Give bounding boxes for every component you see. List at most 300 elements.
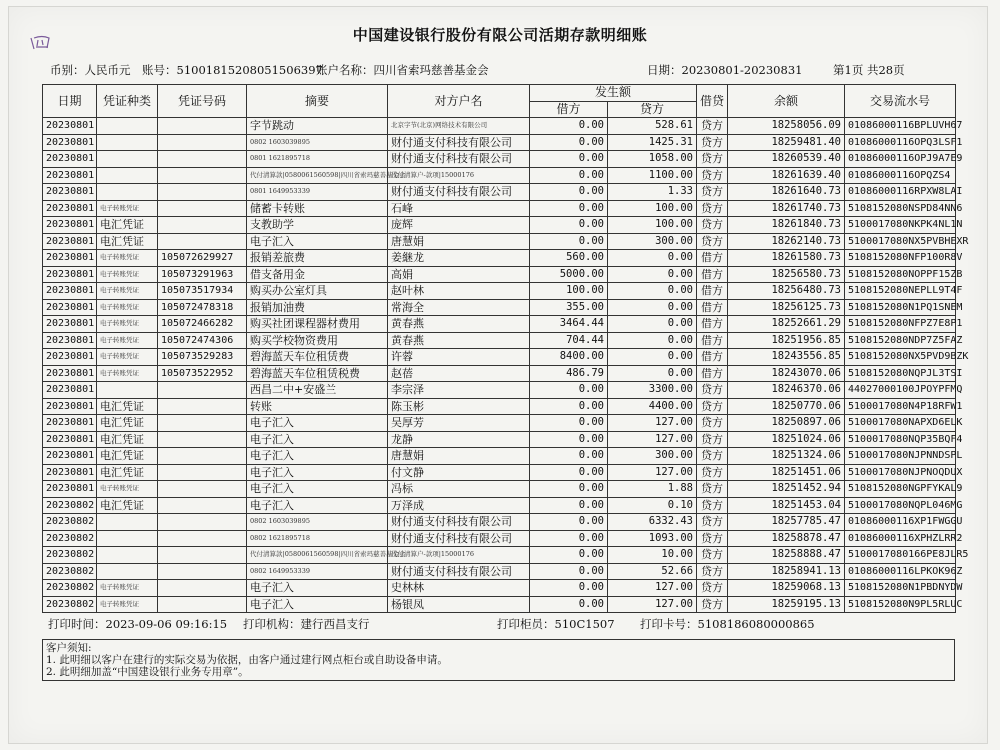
cell-credit: 1093.00 <box>608 530 697 547</box>
cell-debit: 704.44 <box>530 332 608 349</box>
cell-voucher-type: 电子转账凭证 <box>97 580 158 597</box>
cell-debit: 355.00 <box>530 299 608 316</box>
cell-debit-credit: 贷方 <box>697 481 728 498</box>
cell-date: 20230802 <box>43 530 97 547</box>
print-time: 打印时间：2023-09-06 09:16:15 <box>48 617 228 631</box>
cell-voucher-no <box>158 580 247 597</box>
cell-credit: 1.88 <box>608 481 697 498</box>
cell-voucher-type: 电子转账凭证 <box>97 299 158 316</box>
col-counterparty: 对方户名 <box>388 85 530 118</box>
cell-counterparty: 冯标 <box>388 481 530 498</box>
cell-debit: 0.00 <box>530 200 608 217</box>
cell-voucher-no <box>158 382 247 399</box>
cell-debit: 0.00 <box>530 233 608 250</box>
cell-serial: 5108152080NQPJL3TSI <box>845 365 956 382</box>
table-row <box>43 530 956 547</box>
cell-date: 20230801 <box>43 464 97 481</box>
cell-date: 20230801 <box>43 233 97 250</box>
cell-debit: 0.00 <box>530 217 608 234</box>
cell-credit: 100.00 <box>608 217 697 234</box>
cell-voucher-no <box>158 563 247 580</box>
cell-balance: 18250770.06 <box>728 398 845 415</box>
cell-summary: 借支备用金 <box>247 266 388 283</box>
cell-serial: 01086000116OPQZS4 <box>845 167 956 184</box>
cell-serial: 5108152080NEPLL9T4F <box>845 283 956 300</box>
cell-serial: 5100017080NJPNNDSPL <box>845 448 956 465</box>
cell-voucher-type: 电汇凭证 <box>97 464 158 481</box>
cell-credit: 3300.00 <box>608 382 697 399</box>
col-amount-group: 发生额 <box>530 85 697 102</box>
cell-summary: 电子汇入 <box>247 464 388 481</box>
cell-summary: 购买社团课程器材费用 <box>247 316 388 333</box>
cell-balance: 18259195.13 <box>728 596 845 613</box>
cell-debit-credit: 借方 <box>697 349 728 366</box>
cell-voucher-type <box>97 118 158 135</box>
cell-credit: 300.00 <box>608 448 697 465</box>
cell-voucher-type: 电汇凭证 <box>97 398 158 415</box>
cell-voucher-type: 电子转账凭证 <box>97 283 158 300</box>
cell-serial: 5100017080NQP35BQF4 <box>845 431 956 448</box>
cell-credit: 127.00 <box>608 580 697 597</box>
cell-summary: 0802 1603039895 <box>247 134 388 151</box>
cell-voucher-no <box>158 547 247 564</box>
cell-counterparty: 财付通支付科技有限公司 <box>388 184 530 201</box>
col-debit: 借方 <box>530 101 608 118</box>
cell-date: 20230802 <box>43 514 97 531</box>
cell-summary: 电子汇入 <box>247 415 388 432</box>
cell-debit: 0.00 <box>530 547 608 564</box>
cell-debit: 0.00 <box>530 514 608 531</box>
cell-counterparty: 唐慧娟 <box>388 448 530 465</box>
cell-credit: 0.00 <box>608 316 697 333</box>
cell-credit: 0.00 <box>608 266 697 283</box>
cell-debit: 0.00 <box>530 134 608 151</box>
col-serial: 交易流水号 <box>845 85 956 118</box>
cell-balance: 18251324.06 <box>728 448 845 465</box>
cell-debit: 0.00 <box>530 415 608 432</box>
cell-date: 20230802 <box>43 497 97 514</box>
cell-voucher-type: 电汇凭证 <box>97 233 158 250</box>
cell-debit-credit: 借方 <box>697 365 728 382</box>
cell-balance: 18258888.47 <box>728 547 845 564</box>
cell-credit: 1100.00 <box>608 167 697 184</box>
cell-serial: 5100017080NAPXD6ELK <box>845 415 956 432</box>
cell-debit: 5000.00 <box>530 266 608 283</box>
cell-counterparty: 陈玉彬 <box>388 398 530 415</box>
cell-summary: 0802 1621895718 <box>247 530 388 547</box>
table-header-row <box>43 85 956 102</box>
cell-serial: 5100017080166PE8JLR5 <box>845 547 956 564</box>
cell-counterparty: 高娟 <box>388 266 530 283</box>
cell-date: 20230801 <box>43 316 97 333</box>
col-credit: 贷方 <box>608 101 697 118</box>
cell-debit: 560.00 <box>530 250 608 267</box>
cell-debit-credit: 贷方 <box>697 167 728 184</box>
cell-voucher-no <box>158 464 247 481</box>
cell-credit: 0.00 <box>608 349 697 366</box>
table-row <box>43 580 956 597</box>
cell-serial: 5108152080N9PL5RLUC <box>845 596 956 613</box>
cell-balance: 18256480.73 <box>728 283 845 300</box>
cell-balance: 18259068.13 <box>728 580 845 597</box>
cell-summary: 报销差旅费 <box>247 250 388 267</box>
cell-date: 20230801 <box>43 365 97 382</box>
cell-credit: 1058.00 <box>608 151 697 168</box>
cell-date: 20230801 <box>43 398 97 415</box>
cell-date: 20230801 <box>43 382 97 399</box>
cell-voucher-no: 105073522952 <box>158 365 247 382</box>
table-row <box>43 448 956 465</box>
cell-debit: 0.00 <box>530 118 608 135</box>
cell-voucher-type <box>97 382 158 399</box>
cell-summary: 0801 1621895718 <box>247 151 388 168</box>
cell-voucher-no <box>158 415 247 432</box>
cell-voucher-type: 电子转账凭证 <box>97 316 158 333</box>
table-row <box>43 250 956 267</box>
cell-serial: 01086000116XP1FWGGU <box>845 514 956 531</box>
transaction-rows <box>43 118 969 613</box>
table-row <box>43 398 956 415</box>
cell-debit-credit: 贷方 <box>697 184 728 201</box>
cell-counterparty: 财付通支付科技有限公司 <box>388 134 530 151</box>
table-row <box>43 283 956 300</box>
cell-counterparty: 姜継龙 <box>388 250 530 267</box>
cell-debit-credit: 贷方 <box>697 563 728 580</box>
cell-counterparty: 杨银凤 <box>388 596 530 613</box>
cell-date: 20230802 <box>43 563 97 580</box>
cell-credit: 0.00 <box>608 250 697 267</box>
cell-voucher-no <box>158 151 247 168</box>
cell-voucher-type: 电汇凭证 <box>97 431 158 448</box>
cell-voucher-type <box>97 184 158 201</box>
table-row <box>43 563 956 580</box>
cell-balance: 18262140.73 <box>728 233 845 250</box>
cell-credit: 100.00 <box>608 200 697 217</box>
cell-debit-credit: 贷方 <box>697 134 728 151</box>
cell-balance: 18260539.40 <box>728 151 845 168</box>
cell-balance: 18261580.73 <box>728 250 845 267</box>
col-summary: 摘要 <box>247 85 388 118</box>
cell-date: 20230802 <box>43 580 97 597</box>
cell-voucher-type <box>97 151 158 168</box>
cell-summary: 0802 1603039895 <box>247 514 388 531</box>
cell-debit-credit: 借方 <box>697 299 728 316</box>
cell-balance: 18259481.40 <box>728 134 845 151</box>
cell-credit: 127.00 <box>608 596 697 613</box>
cell-balance: 18243070.06 <box>728 365 845 382</box>
cell-debit: 0.00 <box>530 184 608 201</box>
cell-debit-credit: 贷方 <box>697 382 728 399</box>
cell-debit: 0.00 <box>530 431 608 448</box>
cell-debit-credit: 借方 <box>697 250 728 267</box>
cell-balance: 18261840.73 <box>728 217 845 234</box>
table-row <box>43 134 956 151</box>
cell-debit: 100.00 <box>530 283 608 300</box>
account-number-value: 51001815208051506397 <box>176 63 323 77</box>
cell-balance: 18258878.47 <box>728 530 845 547</box>
cell-debit-credit: 贷方 <box>697 398 728 415</box>
table-row <box>43 481 956 498</box>
cell-counterparty: 吴厚芳 <box>388 415 530 432</box>
cell-debit-credit: 贷方 <box>697 118 728 135</box>
cell-voucher-no <box>158 398 247 415</box>
cell-debit: 0.00 <box>530 580 608 597</box>
cell-credit: 1425.31 <box>608 134 697 151</box>
cell-serial: 01086000116OPQ3LSF1 <box>845 134 956 151</box>
cell-counterparty: 代付清算户-款项|15000176 <box>388 547 530 564</box>
cell-summary: 0801 1649953339 <box>247 184 388 201</box>
cell-balance: 18246370.06 <box>728 382 845 399</box>
cell-balance: 18256125.73 <box>728 299 845 316</box>
cell-voucher-no <box>158 167 247 184</box>
cell-voucher-type <box>97 547 158 564</box>
cell-serial: 5108152080NFP100R8V <box>845 250 956 267</box>
cell-credit: 528.61 <box>608 118 697 135</box>
cell-date: 20230801 <box>43 167 97 184</box>
cell-serial: 5100017080NKPK4NL1N <box>845 217 956 234</box>
cell-summary: 电子汇入 <box>247 431 388 448</box>
cell-debit-credit: 贷方 <box>697 200 728 217</box>
cell-debit: 0.00 <box>530 382 608 399</box>
cell-voucher-type: 电子转账凭证 <box>97 200 158 217</box>
cell-counterparty: 付文静 <box>388 464 530 481</box>
cell-summary: 西昌二中+安盛兰 <box>247 382 388 399</box>
cell-voucher-type: 电子转账凭证 <box>97 250 158 267</box>
print-counter: 打印柜员：510C1507 <box>497 617 615 631</box>
cell-summary: 代付清算款|0580061560598|四川省索玛慈善基金会 <box>247 167 388 184</box>
cell-summary: 电子汇入 <box>247 233 388 250</box>
table-row <box>43 217 956 234</box>
cell-date: 20230801 <box>43 349 97 366</box>
cell-date: 20230802 <box>43 596 97 613</box>
cell-counterparty: 财付通支付科技有限公司 <box>388 514 530 531</box>
date-range: 日期：20230801-20230831 <box>647 63 803 77</box>
cell-serial: 5100017080NJPNOQDUX <box>845 464 956 481</box>
cell-serial: 5108152080NGPFYKAL9 <box>845 481 956 498</box>
cell-serial: 01086000116LPKOK96Z <box>845 563 956 580</box>
cell-voucher-no <box>158 497 247 514</box>
cell-debit: 0.00 <box>530 563 608 580</box>
cell-date: 20230801 <box>43 283 97 300</box>
cell-summary: 电子汇入 <box>247 497 388 514</box>
cell-summary: 电子汇入 <box>247 580 388 597</box>
cell-voucher-type <box>97 167 158 184</box>
cell-voucher-type: 电子转账凭证 <box>97 266 158 283</box>
cell-summary: 碧海蓝天车位租赁税费 <box>247 365 388 382</box>
cell-date: 20230801 <box>43 217 97 234</box>
page-indicator: 第1页 共28页 <box>833 63 905 77</box>
cell-debit: 8400.00 <box>530 349 608 366</box>
table-row <box>43 184 956 201</box>
table-row <box>43 332 956 349</box>
cell-voucher-type: 电子转账凭证 <box>97 349 158 366</box>
cell-voucher-no: 105072478318 <box>158 299 247 316</box>
cell-counterparty: 万泽成 <box>388 497 530 514</box>
cell-debit-credit: 贷方 <box>697 514 728 531</box>
cell-serial: 01086000116RPXW8LAI <box>845 184 956 201</box>
cell-serial: 5108152080N1PBDNYDW <box>845 580 956 597</box>
cell-voucher-no: 105073291963 <box>158 266 247 283</box>
print-card: 打印卡号：5108186080000865 <box>640 617 815 631</box>
col-balance: 余额 <box>728 85 845 118</box>
cell-balance: 18251956.85 <box>728 332 845 349</box>
cell-summary: 储蓄卡转账 <box>247 200 388 217</box>
cell-debit-credit: 贷方 <box>697 530 728 547</box>
cell-summary: 代付清算款|0580061560598|四川省索玛慈善基金会 <box>247 547 388 564</box>
cell-credit: 0.00 <box>608 332 697 349</box>
cell-date: 20230801 <box>43 266 97 283</box>
cell-date: 20230801 <box>43 118 97 135</box>
cell-date: 20230801 <box>43 448 97 465</box>
cell-voucher-no <box>158 431 247 448</box>
cell-voucher-type: 电汇凭证 <box>97 415 158 432</box>
table-row <box>43 151 956 168</box>
table-row <box>43 514 956 531</box>
cell-debit: 0.00 <box>530 167 608 184</box>
table-row <box>43 266 956 283</box>
table-row <box>43 316 956 333</box>
cell-balance: 18257785.47 <box>728 514 845 531</box>
notes-line-2: 2. 此明细加盖“中国建设银行业务专用章”。 <box>46 666 249 678</box>
cell-counterparty: 常海全 <box>388 299 530 316</box>
notes-line-1: 1. 此明细以客户在建行的实际交易为依据，由客户通过建行网点柜台或自助设备申请。 <box>46 654 448 666</box>
cell-balance: 18250897.06 <box>728 415 845 432</box>
cell-voucher-type: 电子转账凭证 <box>97 332 158 349</box>
cell-voucher-no <box>158 481 247 498</box>
cell-summary: 支教助学 <box>247 217 388 234</box>
table-row <box>43 200 956 217</box>
cell-voucher-no: 105072474306 <box>158 332 247 349</box>
cell-balance: 18251453.04 <box>728 497 845 514</box>
cell-credit: 6332.43 <box>608 514 697 531</box>
cell-balance: 18258941.13 <box>728 563 845 580</box>
account-number <box>142 62 323 78</box>
cell-date: 20230801 <box>43 332 97 349</box>
cell-voucher-no: 105073517934 <box>158 283 247 300</box>
table-row <box>43 299 956 316</box>
cell-summary: 购买办公室灯具 <box>247 283 388 300</box>
cell-credit: 10.00 <box>608 547 697 564</box>
cell-debit-credit: 贷方 <box>697 448 728 465</box>
cell-debit: 0.00 <box>530 596 608 613</box>
table-row <box>43 365 956 382</box>
cell-voucher-no <box>158 530 247 547</box>
cell-counterparty: 石峰 <box>388 200 530 217</box>
table-row <box>43 431 956 448</box>
table-row <box>43 415 956 432</box>
table-row <box>43 497 956 514</box>
cell-debit-credit: 贷方 <box>697 580 728 597</box>
table-row <box>43 233 956 250</box>
cell-serial: 5108152080NOPPF15ZB <box>845 266 956 283</box>
cell-balance: 18258056.09 <box>728 118 845 135</box>
cell-voucher-no <box>158 217 247 234</box>
cell-voucher-no <box>158 448 247 465</box>
cell-debit-credit: 借方 <box>697 332 728 349</box>
cell-serial: 5100017080NX5PVBHEXR <box>845 233 956 250</box>
account-number-label: 账号： <box>142 63 177 77</box>
cell-serial: 44027000100JPOYPFMQ <box>845 382 956 399</box>
cell-balance: 18252661.29 <box>728 316 845 333</box>
cell-voucher-no <box>158 233 247 250</box>
cell-counterparty: 代付清算户-款项|15000176 <box>388 167 530 184</box>
cell-voucher-type <box>97 134 158 151</box>
cell-date: 20230801 <box>43 481 97 498</box>
cell-date: 20230802 <box>43 547 97 564</box>
cell-summary: 转账 <box>247 398 388 415</box>
cell-debit-credit: 贷方 <box>697 596 728 613</box>
cell-date: 20230801 <box>43 134 97 151</box>
cell-credit: 0.00 <box>608 283 697 300</box>
cell-counterparty: 黄春燕 <box>388 332 530 349</box>
transaction-table <box>42 84 969 613</box>
cell-counterparty: 黄春燕 <box>388 316 530 333</box>
cell-counterparty: 龙静 <box>388 431 530 448</box>
cell-voucher-type <box>97 514 158 531</box>
cell-balance: 18243556.85 <box>728 349 845 366</box>
cell-voucher-no <box>158 134 247 151</box>
cell-debit-credit: 贷方 <box>697 497 728 514</box>
cell-counterparty: 庞辉 <box>388 217 530 234</box>
cell-date: 20230801 <box>43 200 97 217</box>
cell-credit: 4400.00 <box>608 398 697 415</box>
cell-counterparty: 北京字节(北京)网络技术有限公司 <box>388 118 530 135</box>
table-row <box>43 547 956 564</box>
cell-voucher-type: 电汇凭证 <box>97 497 158 514</box>
cell-voucher-type: 电汇凭证 <box>97 217 158 234</box>
cell-debit: 0.00 <box>530 151 608 168</box>
cell-voucher-no <box>158 200 247 217</box>
cell-balance: 18256580.73 <box>728 266 845 283</box>
cell-serial: 5100017080N4P18RFW1 <box>845 398 956 415</box>
table-row <box>43 118 956 135</box>
cell-voucher-type: 电子转账凭证 <box>97 365 158 382</box>
col-voucher-type: 凭证种类 <box>97 85 158 118</box>
cell-counterparty: 史林林 <box>388 580 530 597</box>
cell-summary: 0802 1649953339 <box>247 563 388 580</box>
cell-counterparty: 财付通支付科技有限公司 <box>388 563 530 580</box>
cell-credit: 1.33 <box>608 184 697 201</box>
cell-counterparty: 唐慧娟 <box>388 233 530 250</box>
cell-debit-credit: 贷方 <box>697 233 728 250</box>
table-row <box>43 349 956 366</box>
cell-voucher-no: 105073529283 <box>158 349 247 366</box>
cell-balance: 18261740.73 <box>728 200 845 217</box>
cell-voucher-type: 电汇凭证 <box>97 448 158 465</box>
cell-date: 20230801 <box>43 250 97 267</box>
cell-credit: 127.00 <box>608 464 697 481</box>
cell-debit: 0.00 <box>530 530 608 547</box>
cell-debit-credit: 贷方 <box>697 415 728 432</box>
cell-debit: 486.79 <box>530 365 608 382</box>
cell-balance: 18251452.94 <box>728 481 845 498</box>
statement-title: 中国建设银行股份有限公司活期存款明细账 <box>352 26 648 44</box>
cell-credit: 127.00 <box>608 431 697 448</box>
cell-date: 20230801 <box>43 431 97 448</box>
cell-debit: 0.00 <box>530 448 608 465</box>
print-org: 打印机构：建行西昌支行 <box>243 617 370 631</box>
cell-counterparty: 许蓉 <box>388 349 530 366</box>
col-voucher-no: 凭证号码 <box>158 85 247 118</box>
cell-debit: 0.00 <box>530 497 608 514</box>
customer-notes <box>42 639 955 681</box>
cell-credit: 127.00 <box>608 415 697 432</box>
cell-voucher-no <box>158 514 247 531</box>
cell-credit: 52.66 <box>608 563 697 580</box>
cell-credit: 0.10 <box>608 497 697 514</box>
cell-voucher-type: 电子转账凭证 <box>97 481 158 498</box>
cell-debit-credit: 贷方 <box>697 151 728 168</box>
